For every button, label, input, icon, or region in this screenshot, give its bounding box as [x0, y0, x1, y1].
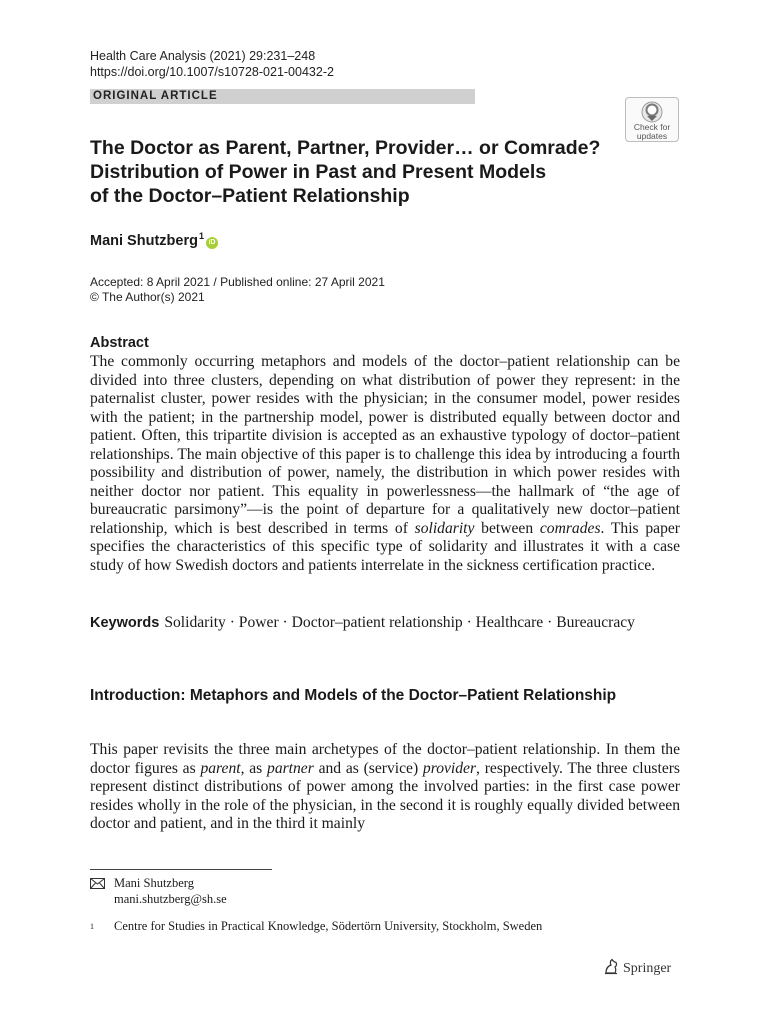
article-type-bar: ORIGINAL ARTICLE: [90, 89, 475, 104]
abstract-heading: Abstract: [90, 335, 149, 351]
abstract-part-1: The commonly occurring metaphors and models of the doctor–patient relationship can be divided into three clusters, depending on what distribution of power they represent: in the paternalist cluster, power resides with the physician; in the consumer model, power resides with the patient; in the partnership model, power is distributed equally between doctor and patient. Often, this tripartite division is accepted as an exhaustive typology of doctor–patient relationships. The main objective of this paper is to challenge this idea by introducing a fourth possibility and distribution of power, namely, the distribution in which power resides with neither doctor nor patient. This equality in powerlessness—the hallmark of “the age of bureaucratic parsimony”—is the point of departure for a qualitatively new doctor–patient relationship, which is best described in terms of: [90, 353, 680, 537]
orcid-icon[interactable]: iD: [206, 237, 218, 249]
intro-part-4: , respectively. The three clusters represent distinct distributions of power among the involved parties: in the first case power resides wholly in the role of the physician, in the second it is roughly equally divided between doctor and patient, and in the third it mainly: [90, 759, 680, 832]
footnote-divider: [90, 869, 272, 870]
abstract-part-3: . This paper specifies the characteristics of this specific type of solidarity and illustrates it with a case study of how Swedish doctors and patients interrelate in the sickness certification practice.: [90, 519, 680, 574]
keywords-label: Keywords: [90, 615, 160, 631]
author-line: [90, 231, 218, 249]
copyright-line: © The Author(s) 2021: [90, 290, 205, 304]
contact-email[interactable]: mani.shutzberg@sh.se: [114, 891, 227, 906]
check-for-updates-badge[interactable]: [625, 97, 679, 142]
intro-part-3: and as (service): [313, 759, 423, 777]
article-title: [90, 136, 630, 208]
badge-line-2: updates: [636, 131, 668, 141]
intro-emphasis-partner: partner: [267, 759, 314, 777]
contact-name: Mani Shutzberg: [114, 876, 194, 890]
abstract-part-2: between: [474, 519, 540, 537]
affiliation-mark: 1: [198, 231, 204, 241]
intro-part-2: , as: [240, 759, 268, 777]
title-line-1: The Doctor as Parent, Partner, Provider… or Comrade?: [90, 137, 601, 159]
author-name[interactable]: Mani Shutzberg: [90, 233, 198, 249]
envelope-icon: [90, 878, 105, 889]
publisher-name: Springer: [623, 961, 672, 976]
keywords-block: [90, 613, 680, 633]
affiliation-footnote: [90, 919, 543, 938]
intro-emphasis-provider: provider: [422, 759, 477, 777]
intro-emphasis-parent: parent: [200, 759, 241, 777]
publication-dates: [90, 275, 385, 305]
abstract-emphasis-solidarity: solidarity: [414, 519, 475, 537]
affiliation-text: Centre for Studies in Practical Knowledge, Södertörn University, Stockholm, Sweden: [114, 919, 543, 933]
introduction-text: [90, 741, 680, 834]
publisher-logo: [603, 958, 671, 977]
abstract-text: [90, 353, 680, 575]
springer-horse-icon: [603, 958, 620, 975]
abstract-emphasis-comrades: comrades: [539, 519, 601, 537]
doi-link[interactable]: https://doi.org/10.1007/s10728-021-00432-2: [90, 65, 334, 79]
keywords-list: Solidarity · Power · Doctor–patient relationship · Healthcare · Bureaucracy: [164, 614, 635, 631]
affiliation-number: 1: [90, 922, 94, 931]
title-line-3: of the Doctor–Patient Relationship: [90, 185, 410, 207]
intro-part-1: This paper revisits the three main archetypes of the doctor–patient relationship. In them the doctor figures as: [90, 741, 680, 777]
introduction-heading: Introduction: Metaphors and Models of the Doctor–Patient Relationship: [90, 687, 617, 704]
accepted-published: Accepted: 8 April 2021 / Published online: 27 April 2021: [90, 275, 385, 289]
badge-line-1: Check for: [633, 122, 671, 132]
journal-citation: [90, 48, 334, 80]
journal-line: Health Care Analysis (2021) 29:231–248: [90, 49, 316, 63]
check-for-updates-icon: [641, 101, 663, 123]
title-line-2: Distribution of Power in Past and Present Models: [90, 161, 547, 183]
